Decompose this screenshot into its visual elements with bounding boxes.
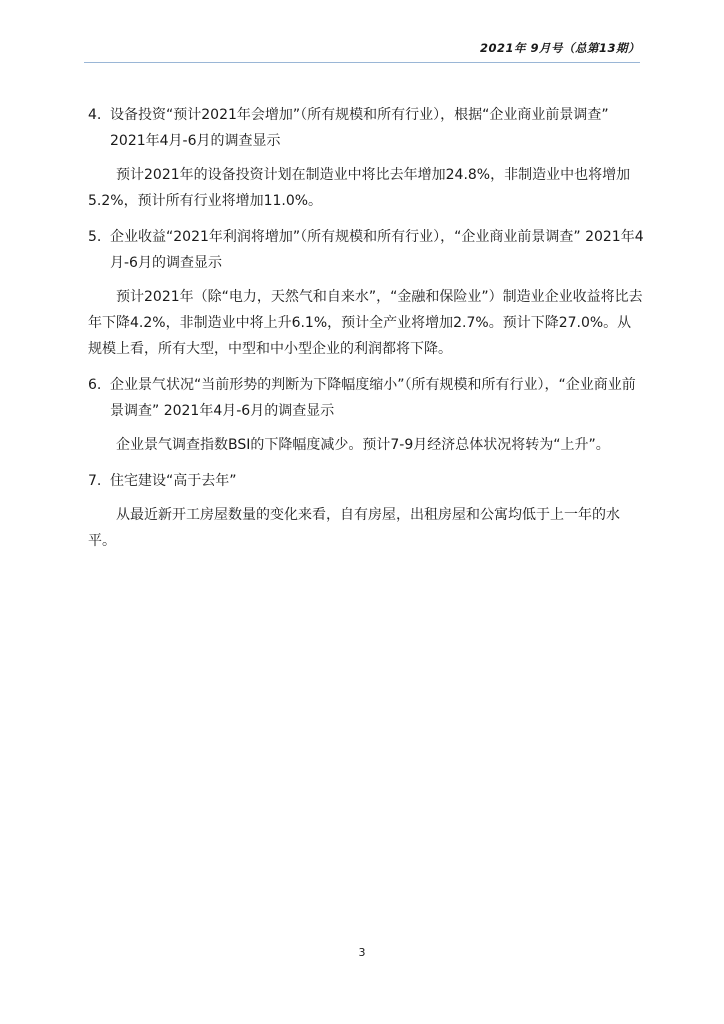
section-heading — [88, 224, 644, 276]
section-4 — [88, 102, 644, 214]
section-number: 4. — [88, 107, 102, 123]
section-paragraph: 企业景气调查指数BSI的下降幅度减少。预计7-9月经济总体状况将转为“上升”。 — [116, 437, 610, 453]
section-title: 住宅建设“高于去年” — [110, 473, 237, 489]
section-heading — [88, 102, 644, 154]
section-title: 企业收益“2021年利润将增加”（所有规模和所有行业），“企业商业前景调查” 2021年4月-6月的调查显示 — [110, 229, 644, 271]
section-heading — [88, 468, 644, 494]
section-number: 5. — [88, 229, 102, 245]
section-6 — [88, 372, 644, 458]
section-paragraph: 预计2021年的设备投资计划在制造业中将比去年增加24.8%，非制造业中也将增加5.2%，预计所有行业将增加11.0%。 — [88, 167, 631, 209]
section-paragraph: 预计2021年（除“电力，天然气和自来水”，“金融和保险业”）制造业企业收益将比去年下降4.2%，非制造业中将上升6.1%，预计全产业将增加2.7%。预计下降27.0%。从规模上看，所有大型，中型和中小型企业的利润都将下降。 — [88, 289, 643, 357]
header-divider — [84, 62, 640, 63]
section-paragraph: 从最近新开工房屋数量的变化来看，自有房屋，出租房屋和公寓均低于上一年的水平。 — [88, 507, 620, 549]
section-7 — [88, 468, 644, 554]
page-number: 3 — [358, 946, 366, 959]
issue-header: 2021年 9月号（总第13期） — [479, 41, 640, 55]
section-number: 6. — [88, 377, 102, 393]
section-heading — [88, 372, 644, 424]
section-5 — [88, 224, 644, 362]
document-body — [88, 102, 644, 564]
section-title: 设备投资“预计2021年会增加”（所有规模和所有行业），根据“企业商业前景调查” 2021年4月-6月的调查显示 — [110, 107, 609, 149]
section-title: 企业景气状况“当前形势的判断为下降幅度缩小”（所有规模和所有行业），“企业商业前景调查” 2021年4月-6月的调查显示 — [110, 377, 636, 419]
section-number: 7. — [88, 473, 102, 489]
